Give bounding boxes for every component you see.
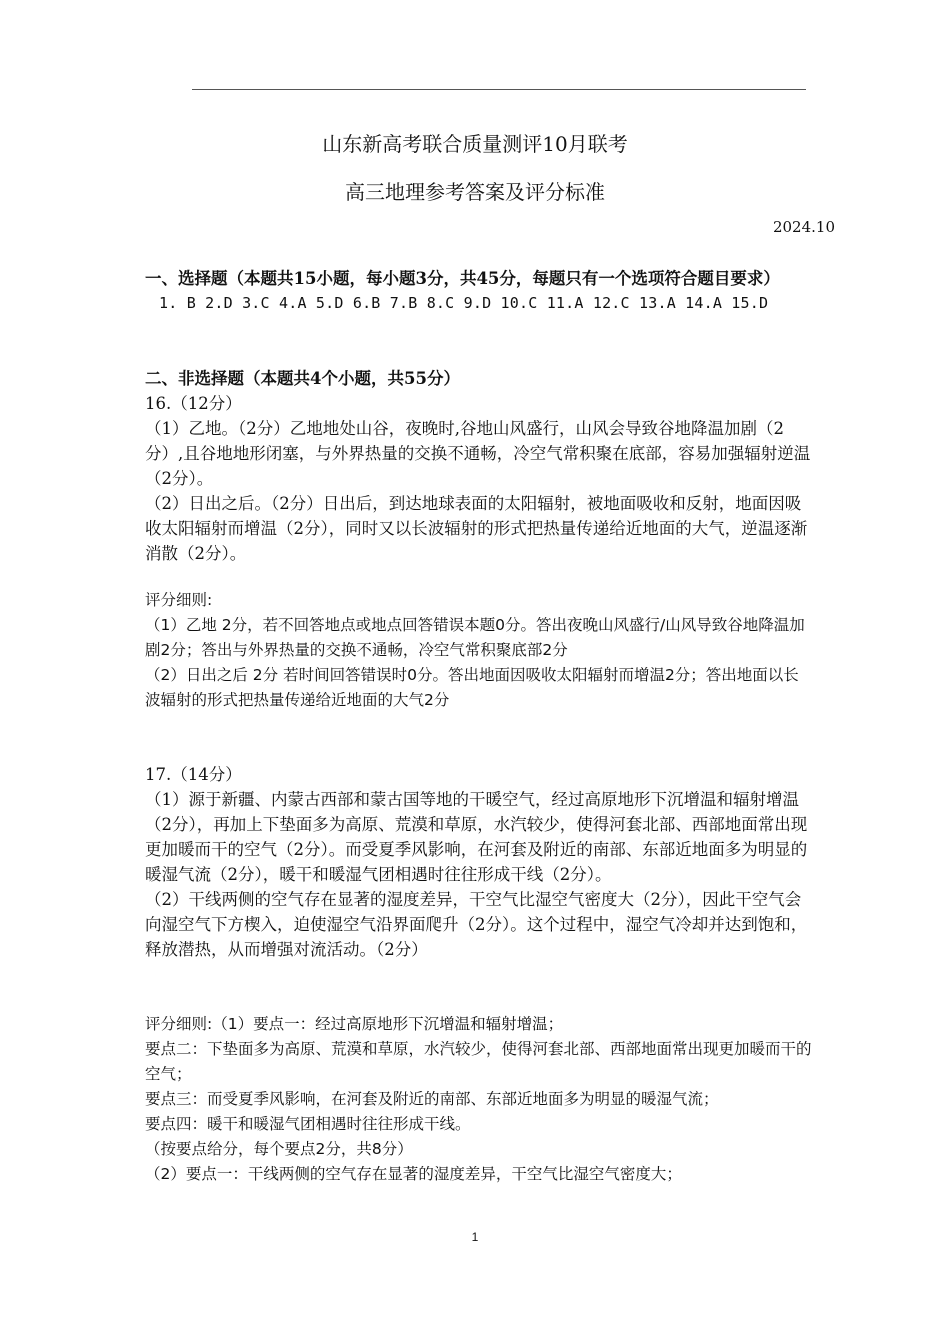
section2 <box>145 366 813 566</box>
q17-rubric-2: 要点二：下垫面多为高原、荒漠和草原，水汽较少，使得河套北部、西部地面常出现更加暖而干的空气； <box>145 1040 812 1083</box>
section1-heading: 一、选择题（本题共15小题，每小题3分，共45分，每题只有一个选项符合题目要求） <box>145 269 780 288</box>
q17 <box>145 762 813 962</box>
q17-rubric-5: （按要点给分，每个要点2分，共8分） <box>145 1140 413 1158</box>
q17-answer-2: （2）干线两侧的空气存在显著的湿度差异，干空气比湿空气密度大（2分），因此干空气会向湿空气下方楔入，迫使湿空气沿界面爬升（2分）。这个过程中，湿空气冷却并达到饱和，释放潜热，从而增强对流活动。（2分） <box>145 890 808 959</box>
q17-answer-1: （1）源于新疆、内蒙古西部和蒙古国等地的干暖空气，经过高原地形下沉增温和辐射增温（2分），再加上下垫面多为高原、荒漠和草原，水汽较少，使得河套北部、西部地面常出现更加暖而干的空气（2分）。而受夏季风影响，在河套及附近的南部、东部近地面多为明显的暖湿气流（2分），暖干和暖湿气团相遇时往往形成干线（2分）。 <box>145 790 808 884</box>
q16-answer-2: （2）日出之后。（2分）日出后，到达地球表面的太阳辐射，被地面吸收和反射，地面因吸收太阳辐射而增温（2分），同时又以长波辐射的形式把热量传递给近地面的大气，逆温逐渐消散（2分）。 <box>145 494 808 563</box>
q16-rubric-title: 评分细则: <box>145 591 213 609</box>
multiple-choice-answers: 1. B 2.D 3.C 4.A 5.D 6.B 7.B 8.C 9.D 10.C 11.A 12.C 13.A 14.A 15.D <box>159 294 769 312</box>
page-number: 1 <box>471 1230 479 1244</box>
document-date: 2024.10 <box>772 218 835 236</box>
q16-rubric-1: （1）乙地 2分，若不回答地点或地点回答错误本题0分。答出夜晚山风盛行/山风导致谷地降温加剧2分；答出与外界热量的交换不通畅，冷空气常积聚底部2分 <box>145 616 805 659</box>
q17-rubric-1: 评分细则:（1）要点一：经过高原地形下沉增温和辐射增温； <box>145 1015 564 1033</box>
q17-rubric-3: 要点三：而受夏季风影响，在河套及附近的南部、东部近地面多为明显的暖湿气流； <box>145 1090 719 1108</box>
section2-heading: 二、非选择题（本题共4个小题，共55分） <box>145 369 460 388</box>
q16-answer-1: （1）乙地。（2分）乙地地处山谷，夜晚时,谷地山风盛行，山风会导致谷地降温加剧（2分）,且谷地地形闭塞，与外界热量的交换不通畅，冷空气常积聚在底部，容易加强辐射逆温（2分）。 <box>145 419 811 488</box>
q16-rubric-2: （2）日出之后 2分 若时间回答错误时0分。答出地面因吸收太阳辐射而增温2分；答出地面以长波辐射的形式把热量传递给近地面的大气2分 <box>145 666 799 709</box>
section1 <box>145 266 813 316</box>
q17-label: 17.（14分） <box>145 765 242 784</box>
q16-rubric <box>145 588 813 713</box>
q17-rubric-4: 要点四：暖干和暖湿气团相遇时往往形成干线。 <box>145 1115 471 1133</box>
q17-rubric <box>145 1012 813 1187</box>
document-subtitle: 高三地理参考答案及评分标准 <box>345 180 605 204</box>
q17-rubric-6: （2）要点一：干线两侧的空气存在显著的湿度差异，干空气比湿空气密度大； <box>145 1165 682 1183</box>
header-rule <box>192 89 806 90</box>
q16-label: 16.（12分） <box>145 394 242 413</box>
document-title: 山东新高考联合质量测评10月联考 <box>322 132 628 156</box>
